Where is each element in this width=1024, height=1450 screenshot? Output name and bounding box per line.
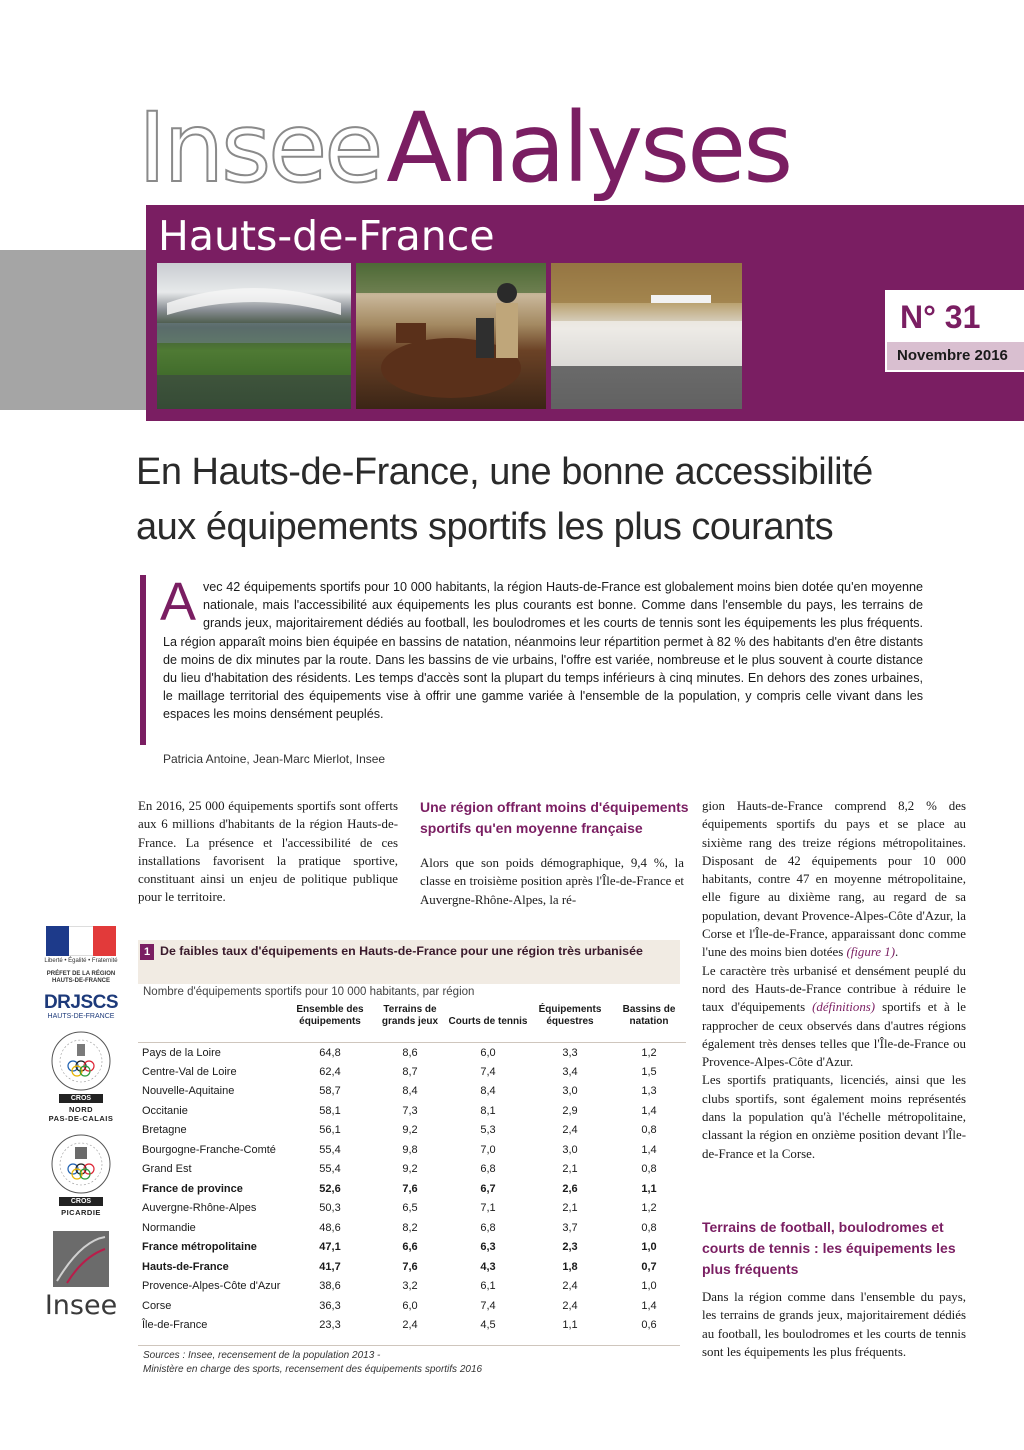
value-cell: 4,3 bbox=[480, 1260, 496, 1273]
value-cell: 9,2 bbox=[402, 1163, 418, 1176]
value-cell: 8,2 bbox=[402, 1221, 418, 1234]
stadium-photo bbox=[157, 263, 351, 409]
chapeau-body: vec 42 équipements sportifs pour 10 000 habitants, la région Hauts-de-France est globalement moins bien dotée qu'en moyenne nationale, mais l'accessibilité aux équipements les plus courants est bonne. Comme dans l'ensemble du pays, les terrains de grands jeux, majoritairement dédiés au football, les boulodromes et les courts de tennis sont les équipements les plus fréquents. La région apparaît moins bien équipée en bassins de natation, néanmoins leur répartition permet à 82 % des habitants d'en être distants de moins de dix minutes par la route. Dans les bassins de vie urbains, l'offre est variée, nombreuse et le plus souvent à courte distance du lieu d'habitation des résidents. Les temps d'accès sont la plupart du temps inférieurs à cinq minutes. En dehors des zones urbaines, le maillage territorial des équipements vise à offrir une gamme variée à l'ensemble de la population, y compris celle vivant dans les espaces les moins densément peuplés. bbox=[163, 580, 923, 722]
region-cell: Hauts-de-France bbox=[142, 1260, 229, 1273]
value-cell: 3,7 bbox=[562, 1221, 578, 1234]
table-row bbox=[138, 1043, 686, 1063]
table-row bbox=[138, 1199, 686, 1219]
region-cell: Île-de-France bbox=[142, 1319, 208, 1332]
intro-paragraph: En 2016, 25 000 équipements sportifs sont offerts aux 6 millions d'habitants de la région Hauts-de-France. La présence et l'accessibilité de ces installations favorisent la pratique sportive, constituant ainsi un enjeu de politique publique pour le territoire. bbox=[138, 799, 398, 905]
column-header: Terrains de grands jeux bbox=[372, 1004, 448, 1043]
value-cell: 9,8 bbox=[402, 1143, 418, 1156]
runners-photo bbox=[551, 263, 742, 409]
value-cell: 3,3 bbox=[562, 1046, 578, 1059]
value-cell: 55,4 bbox=[319, 1163, 341, 1176]
value-cell: 1,4 bbox=[641, 1143, 657, 1156]
issue-number: N° 31 bbox=[900, 299, 981, 335]
value-cell: 2,4 bbox=[562, 1299, 578, 1312]
value-cell: 6,3 bbox=[480, 1241, 496, 1254]
value-cell: 8,4 bbox=[402, 1085, 418, 1098]
value-cell: 1,8 bbox=[562, 1260, 578, 1273]
region-cell: Corse bbox=[142, 1299, 172, 1312]
value-cell: 1,2 bbox=[641, 1046, 657, 1059]
cros-nord-bar: CROS bbox=[59, 1094, 103, 1103]
region-cell: Pays de la Loire bbox=[142, 1046, 221, 1059]
value-cell: 2,4 bbox=[562, 1124, 578, 1137]
column-header: Ensemble des équipements bbox=[288, 1004, 372, 1043]
section-title-2: Terrains de football, boulodromes et courts de tennis : les équipements les plus fréquents bbox=[702, 1219, 956, 1277]
value-cell: 2,9 bbox=[562, 1104, 578, 1117]
issue-date: Novembre 2016 bbox=[887, 342, 1024, 370]
authors: Patricia Antoine, Jean-Marc Mierlot, Insee bbox=[163, 752, 386, 766]
equipment-rate-table bbox=[138, 1004, 686, 1335]
value-cell: 36,3 bbox=[319, 1299, 341, 1312]
column-header: Équipements équestres bbox=[528, 1004, 612, 1043]
value-cell: 62,4 bbox=[319, 1065, 341, 1078]
table-row bbox=[138, 1140, 686, 1160]
value-cell: 2,6 bbox=[562, 1182, 578, 1195]
value-cell: 47,1 bbox=[319, 1241, 341, 1254]
value-cell: 58,1 bbox=[319, 1104, 341, 1117]
value-cell: 1,0 bbox=[641, 1280, 657, 1293]
region-cell: Bourgogne-Franche-Comté bbox=[142, 1143, 276, 1156]
region-cell: France de province bbox=[142, 1182, 243, 1195]
table-row bbox=[138, 1316, 686, 1336]
drop-cap: A bbox=[160, 572, 197, 632]
value-cell: 1,1 bbox=[641, 1182, 657, 1195]
value-cell: 48,6 bbox=[319, 1221, 341, 1234]
figure-title: De faibles taux d'équipements en Hauts-de-France pour une région très urbanisée bbox=[160, 944, 643, 958]
table-body bbox=[138, 1043, 686, 1336]
section-title-1: Une région offrant moins d'équipements sportifs qu'en moyenne française bbox=[420, 799, 689, 836]
table-row bbox=[138, 1082, 686, 1102]
cros-picardie-emblem-icon bbox=[50, 1133, 112, 1195]
table-row bbox=[138, 1121, 686, 1141]
value-cell: 3,4 bbox=[562, 1065, 578, 1078]
value-cell: 7,6 bbox=[402, 1260, 418, 1273]
value-cell: 6,8 bbox=[480, 1221, 496, 1234]
value-cell: 8,4 bbox=[480, 1085, 496, 1098]
column-header bbox=[138, 1004, 288, 1043]
table-row bbox=[138, 1296, 686, 1316]
value-cell: 6,0 bbox=[480, 1046, 496, 1059]
value-cell: 56,1 bbox=[319, 1124, 341, 1137]
chapeau-text bbox=[163, 578, 923, 724]
column3-text bbox=[702, 797, 966, 1163]
value-cell: 8,6 bbox=[402, 1046, 418, 1059]
sources-line-1: Sources : Insee, recensement de la population 2013 - bbox=[143, 1350, 381, 1361]
value-cell: 0,8 bbox=[641, 1221, 657, 1234]
value-cell: 6,6 bbox=[402, 1241, 418, 1254]
value-cell: 6,1 bbox=[480, 1280, 496, 1293]
sources-line-2: Ministère en charge des sports, recensement des équipements sportifs 2016 bbox=[143, 1364, 483, 1375]
value-cell: 5,3 bbox=[480, 1124, 496, 1137]
region-cell: Bretagne bbox=[142, 1124, 187, 1137]
table-row bbox=[138, 1062, 686, 1082]
value-cell: 7,4 bbox=[480, 1299, 496, 1312]
region-cell: Nouvelle-Aquitaine bbox=[142, 1085, 235, 1098]
value-cell: 6,0 bbox=[402, 1299, 418, 1312]
value-cell: 1,3 bbox=[641, 1085, 657, 1098]
drjscs-subtitle: HAUTS-DE-FRANCE bbox=[47, 1013, 115, 1020]
region-cell: Occitanie bbox=[142, 1104, 188, 1117]
cros-picardie-bar: CROS bbox=[59, 1197, 103, 1206]
insee-logo-text: Insee bbox=[44, 1290, 118, 1321]
value-cell: 7,3 bbox=[402, 1104, 418, 1117]
value-cell: 2,3 bbox=[562, 1241, 578, 1254]
value-cell: 6,8 bbox=[480, 1163, 496, 1176]
value-cell: 3,2 bbox=[402, 1280, 418, 1293]
value-cell: 6,7 bbox=[480, 1182, 496, 1195]
brand-analyses: Analyses bbox=[386, 92, 791, 204]
insee-logo-icon bbox=[53, 1231, 109, 1287]
cros-picardie-name: PICARDIE bbox=[61, 1208, 101, 1217]
table-row bbox=[138, 1160, 686, 1180]
region-cell: Auvergne-Rhône-Alpes bbox=[142, 1202, 257, 1215]
column3-paragraph-1-text: gion Hauts-de-France comprend 8,2 % des équipements sportifs du pays et se place au sixième rang des treize régions métropolitaines. Disposant de 42 équipements pour 10 000 habitants, contre 47 en moyenne métropolitaine, elle figure au dixième rang, au regard de sa population, devant Provence-Alpes-Côte d'Azur, la Corse et l'Île-de-France, apparaissant donc comme l'une des moins bien dotées bbox=[702, 799, 966, 960]
chapeau-accent-bar bbox=[140, 575, 146, 745]
column3-paragraph-3: Les sportifs pratiquants, licenciés, ainsi que les clubs sportifs, sont également moins représentés dans la population qu'à l'échelle métropolitaine, classant la région en onzième position devant l'Île-de-France et la Corse. bbox=[702, 1073, 966, 1161]
value-cell: 3,0 bbox=[562, 1085, 578, 1098]
value-cell: 8,1 bbox=[480, 1104, 496, 1117]
region-cell: Centre-Val de Loire bbox=[142, 1065, 237, 1078]
prefet-text: PRÉFET DE LA RÉGION HAUTS-DE-FRANCE bbox=[46, 971, 116, 984]
prefet-motto: Liberté • Égalité • Fraternité bbox=[44, 958, 118, 964]
figure-sources bbox=[143, 1349, 482, 1377]
region-cell: Provence-Alpes-Côte d'Azur bbox=[142, 1280, 281, 1293]
value-cell: 7,0 bbox=[480, 1143, 496, 1156]
dropcap-spacer bbox=[163, 578, 203, 626]
cros-nord-name-2: PAS-DE-CALAIS bbox=[48, 1114, 114, 1123]
column3-paragraph-1-end: . bbox=[895, 945, 899, 960]
value-cell: 50,3 bbox=[319, 1202, 341, 1215]
value-cell: 0,8 bbox=[641, 1124, 657, 1137]
column3-paragraph-2-end: sportifs et à le rapprocher de ceux observés dans d'autres régions également très denses telles que l'Île-de-France ou Provence-Alpes-Côte d'Azur. bbox=[702, 1000, 967, 1070]
value-cell: 1,4 bbox=[641, 1104, 657, 1117]
value-cell: 7,4 bbox=[480, 1065, 496, 1078]
value-cell: 0,6 bbox=[641, 1319, 657, 1332]
column3-paragraph-1 bbox=[702, 797, 966, 962]
value-cell: 0,8 bbox=[641, 1163, 657, 1176]
value-cell: 1,1 bbox=[562, 1319, 578, 1332]
value-cell: 23,3 bbox=[319, 1319, 341, 1332]
column3-paragraph-4: Dans la région comme dans l'ensemble du pays, les terrains de grands jeux, majoritairement dédiés au football, les boulodromes et les courts de tennis sont les équipements les plus fréquents. bbox=[702, 1290, 966, 1359]
value-cell: 64,8 bbox=[319, 1046, 341, 1059]
french-flag-icon bbox=[46, 926, 116, 956]
region-title: Hauts-de-France bbox=[158, 212, 495, 260]
value-cell: 2,1 bbox=[562, 1202, 578, 1215]
value-cell: 1,2 bbox=[641, 1202, 657, 1215]
column3-paragraph-2 bbox=[702, 962, 966, 1072]
figure-subtitle: Nombre d'équipements sportifs pour 10 000 habitants, par région bbox=[143, 986, 475, 998]
value-cell: 2,1 bbox=[562, 1163, 578, 1176]
column2-paragraph: Alors que son poids démographique, 9,4 %, la classe en troisième position après l'Île-de-France et Auvergne-Rhône-Alpes, la ré- bbox=[420, 856, 684, 907]
prefet-logo bbox=[38, 926, 124, 985]
value-cell: 38,6 bbox=[319, 1280, 341, 1293]
value-cell: 2,4 bbox=[402, 1319, 418, 1332]
brand-insee: Insee bbox=[138, 92, 381, 204]
value-cell: 4,5 bbox=[480, 1319, 496, 1332]
definitions-link[interactable]: (définitions) bbox=[812, 1000, 876, 1015]
table-header-row bbox=[138, 1004, 686, 1043]
cros-nord-name-1: NORD bbox=[68, 1105, 94, 1114]
value-cell: 0,7 bbox=[641, 1260, 657, 1273]
table-row bbox=[138, 1257, 686, 1277]
value-cell: 7,6 bbox=[402, 1182, 418, 1195]
figure-divider bbox=[138, 1345, 680, 1346]
column3-paragraph-2-text: Le caractère très urbanisé et densément peuplé du nord des Hauts-de-France contribue à réduire le taux d'équipements bbox=[702, 963, 966, 1015]
value-cell: 1,4 bbox=[641, 1299, 657, 1312]
value-cell: 8,7 bbox=[402, 1065, 418, 1078]
table-row bbox=[138, 1277, 686, 1297]
value-cell: 2,4 bbox=[562, 1280, 578, 1293]
headline-line-2: aux équipements sportifs les plus courants bbox=[136, 506, 834, 548]
partner-logos bbox=[38, 918, 124, 1321]
region-cell: Normandie bbox=[142, 1221, 196, 1234]
value-cell: 52,6 bbox=[319, 1182, 341, 1195]
cros-nord-emblem-icon bbox=[50, 1030, 112, 1092]
value-cell: 7,1 bbox=[480, 1202, 496, 1215]
value-cell: 6,5 bbox=[402, 1202, 418, 1215]
value-cell: 3,0 bbox=[562, 1143, 578, 1156]
table-row bbox=[138, 1179, 686, 1199]
horse-riders-photo bbox=[356, 263, 546, 409]
figure-number: 1 bbox=[140, 944, 154, 960]
table-row bbox=[138, 1218, 686, 1238]
region-cell: Grand Est bbox=[142, 1163, 192, 1176]
value-cell: 1,0 bbox=[641, 1241, 657, 1254]
table-row bbox=[138, 1101, 686, 1121]
column-header: Bassins de natation bbox=[612, 1004, 686, 1043]
headline-line-1: En Hauts-de-France, une bonne accessibilité bbox=[136, 451, 873, 493]
value-cell: 58,7 bbox=[319, 1085, 341, 1098]
value-cell: 9,2 bbox=[402, 1124, 418, 1137]
value-cell: 1,5 bbox=[641, 1065, 657, 1078]
value-cell: 55,4 bbox=[319, 1143, 341, 1156]
value-cell: 41,7 bbox=[319, 1260, 341, 1273]
table-row bbox=[138, 1238, 686, 1258]
article-headline bbox=[136, 445, 996, 555]
figure-1-link[interactable]: (figure 1) bbox=[846, 945, 896, 960]
publication-logo bbox=[138, 88, 790, 208]
column-header: Courts de tennis bbox=[448, 1004, 528, 1043]
drjscs-logo: DRJSCS bbox=[43, 992, 119, 1013]
region-cell: France métropolitaine bbox=[142, 1241, 257, 1254]
